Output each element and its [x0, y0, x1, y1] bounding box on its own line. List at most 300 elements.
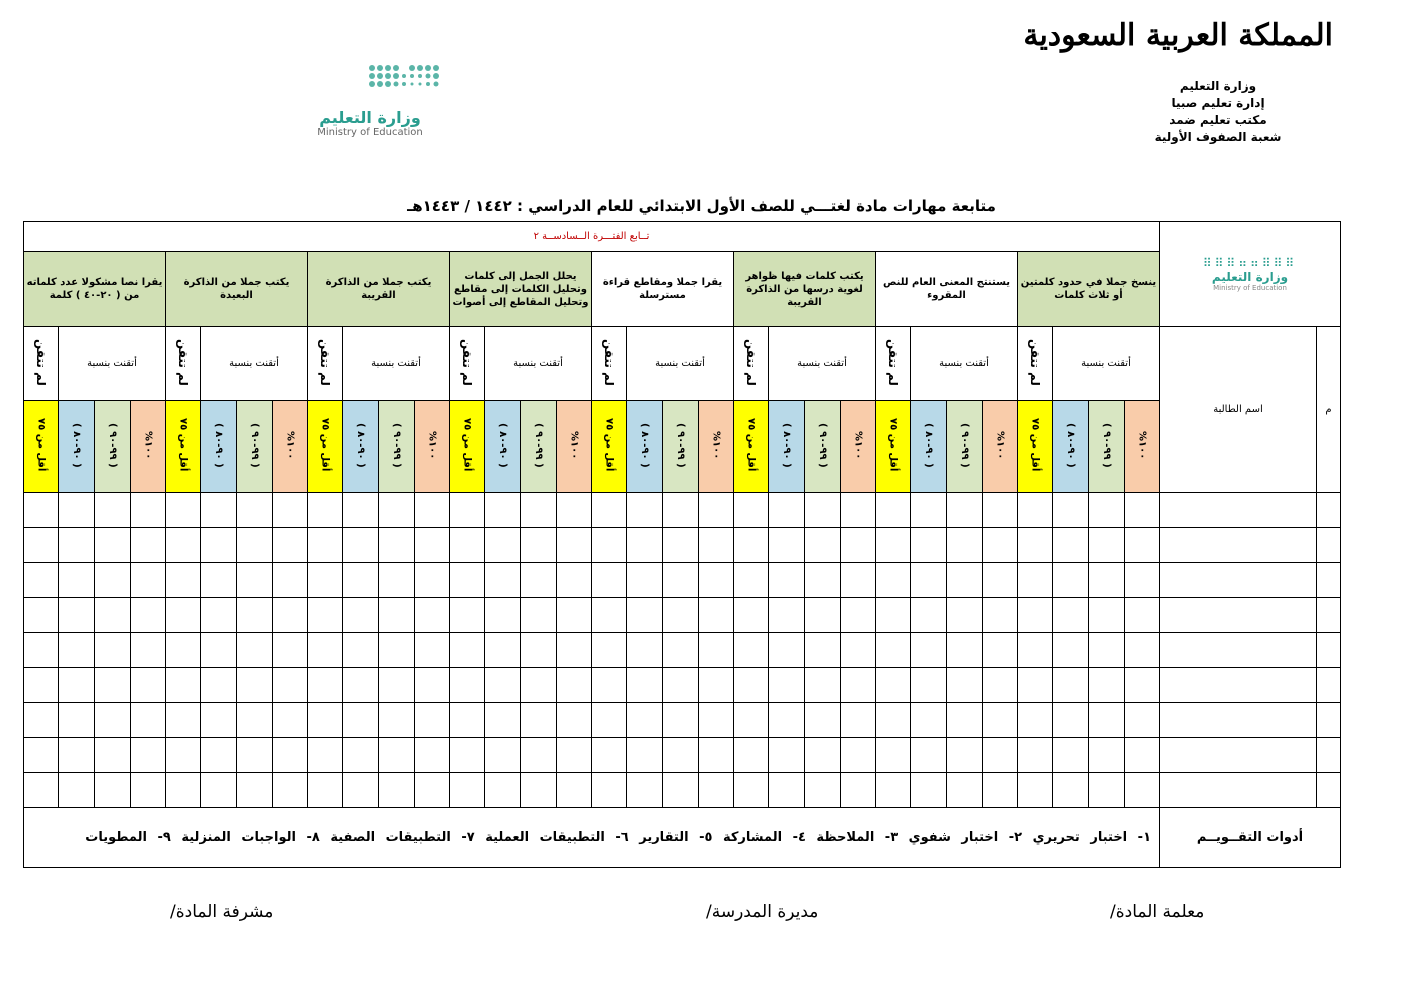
- grade-cell[interactable]: [699, 493, 734, 528]
- grade-cell[interactable]: [769, 493, 805, 528]
- grade-cell[interactable]: [273, 773, 308, 808]
- grade-cell[interactable]: [841, 633, 876, 668]
- grade-cell[interactable]: [1125, 563, 1160, 598]
- grade-cell[interactable]: [415, 563, 450, 598]
- grade-cell[interactable]: [1018, 598, 1053, 633]
- grade-cell[interactable]: [947, 633, 983, 668]
- grade-cell[interactable]: [166, 633, 201, 668]
- grade-cell[interactable]: [1125, 493, 1160, 528]
- grade-cell[interactable]: [699, 703, 734, 738]
- grade-cell[interactable]: [24, 668, 59, 703]
- grade-cell[interactable]: [1089, 773, 1125, 808]
- student-name-cell[interactable]: [1160, 738, 1317, 773]
- grade-cell[interactable]: [1018, 703, 1053, 738]
- grade-cell[interactable]: [131, 668, 166, 703]
- grade-cell[interactable]: [1125, 668, 1160, 703]
- grade-cell[interactable]: [1125, 703, 1160, 738]
- grade-cell[interactable]: [876, 598, 911, 633]
- grade-cell[interactable]: [1053, 738, 1089, 773]
- grade-cell[interactable]: [24, 738, 59, 773]
- grade-cell[interactable]: [627, 528, 663, 563]
- grade-cell[interactable]: [805, 738, 841, 773]
- grade-cell[interactable]: [841, 493, 876, 528]
- grade-cell[interactable]: [983, 528, 1018, 563]
- grade-cell[interactable]: [485, 563, 521, 598]
- grade-cell[interactable]: [273, 563, 308, 598]
- grade-cell[interactable]: [201, 493, 237, 528]
- grade-cell[interactable]: [876, 668, 911, 703]
- grade-cell[interactable]: [627, 633, 663, 668]
- grade-cell[interactable]: [415, 703, 450, 738]
- grade-cell[interactable]: [1053, 703, 1089, 738]
- student-name-cell[interactable]: [1160, 528, 1317, 563]
- grade-cell[interactable]: [947, 668, 983, 703]
- grade-cell[interactable]: [947, 703, 983, 738]
- grade-cell[interactable]: [343, 563, 379, 598]
- grade-cell[interactable]: [592, 738, 627, 773]
- grade-cell[interactable]: [627, 493, 663, 528]
- grade-cell[interactable]: [557, 563, 592, 598]
- grade-cell[interactable]: [663, 703, 699, 738]
- grade-cell[interactable]: [1018, 563, 1053, 598]
- grade-cell[interactable]: [343, 668, 379, 703]
- grade-cell[interactable]: [1089, 493, 1125, 528]
- grade-cell[interactable]: [841, 598, 876, 633]
- grade-cell[interactable]: [59, 703, 95, 738]
- grade-cell[interactable]: [734, 703, 769, 738]
- grade-cell[interactable]: [59, 528, 95, 563]
- grade-cell[interactable]: [201, 703, 237, 738]
- grade-cell[interactable]: [24, 598, 59, 633]
- grade-cell[interactable]: [769, 563, 805, 598]
- grade-cell[interactable]: [59, 668, 95, 703]
- grade-cell[interactable]: [805, 493, 841, 528]
- grade-cell[interactable]: [166, 563, 201, 598]
- grade-cell[interactable]: [308, 703, 343, 738]
- row-number-cell[interactable]: [1317, 493, 1341, 528]
- grade-cell[interactable]: [95, 528, 131, 563]
- grade-cell[interactable]: [699, 563, 734, 598]
- grade-cell[interactable]: [1018, 738, 1053, 773]
- grade-cell[interactable]: [95, 738, 131, 773]
- grade-cell[interactable]: [699, 773, 734, 808]
- grade-cell[interactable]: [59, 773, 95, 808]
- grade-cell[interactable]: [699, 738, 734, 773]
- row-number-cell[interactable]: [1317, 668, 1341, 703]
- grade-cell[interactable]: [1053, 773, 1089, 808]
- grade-cell[interactable]: [911, 598, 947, 633]
- grade-cell[interactable]: [308, 738, 343, 773]
- grade-cell[interactable]: [805, 528, 841, 563]
- grade-cell[interactable]: [343, 493, 379, 528]
- grade-cell[interactable]: [343, 738, 379, 773]
- grade-cell[interactable]: [521, 633, 557, 668]
- grade-cell[interactable]: [415, 668, 450, 703]
- grade-cell[interactable]: [627, 668, 663, 703]
- grade-cell[interactable]: [557, 633, 592, 668]
- student-name-cell[interactable]: [1160, 668, 1317, 703]
- grade-cell[interactable]: [59, 493, 95, 528]
- grade-cell[interactable]: [201, 563, 237, 598]
- row-number-cell[interactable]: [1317, 563, 1341, 598]
- grade-cell[interactable]: [237, 703, 273, 738]
- grade-cell[interactable]: [769, 528, 805, 563]
- student-name-cell[interactable]: [1160, 493, 1317, 528]
- grade-cell[interactable]: [1125, 528, 1160, 563]
- grade-cell[interactable]: [485, 668, 521, 703]
- grade-cell[interactable]: [911, 668, 947, 703]
- grade-cell[interactable]: [415, 773, 450, 808]
- grade-cell[interactable]: [911, 738, 947, 773]
- grade-cell[interactable]: [379, 703, 415, 738]
- grade-cell[interactable]: [415, 738, 450, 773]
- grade-cell[interactable]: [876, 773, 911, 808]
- grade-cell[interactable]: [95, 563, 131, 598]
- grade-cell[interactable]: [166, 773, 201, 808]
- grade-cell[interactable]: [95, 598, 131, 633]
- grade-cell[interactable]: [1089, 703, 1125, 738]
- grade-cell[interactable]: [201, 633, 237, 668]
- grade-cell[interactable]: [59, 563, 95, 598]
- grade-cell[interactable]: [237, 528, 273, 563]
- grade-cell[interactable]: [911, 493, 947, 528]
- grade-cell[interactable]: [592, 703, 627, 738]
- grade-cell[interactable]: [485, 493, 521, 528]
- grade-cell[interactable]: [663, 528, 699, 563]
- grade-cell[interactable]: [95, 668, 131, 703]
- grade-cell[interactable]: [95, 773, 131, 808]
- grade-cell[interactable]: [1125, 598, 1160, 633]
- grade-cell[interactable]: [415, 598, 450, 633]
- grade-cell[interactable]: [415, 493, 450, 528]
- grade-cell[interactable]: [379, 493, 415, 528]
- grade-cell[interactable]: [1053, 633, 1089, 668]
- grade-cell[interactable]: [699, 668, 734, 703]
- grade-cell[interactable]: [24, 633, 59, 668]
- grade-cell[interactable]: [485, 773, 521, 808]
- row-number-cell[interactable]: [1317, 598, 1341, 633]
- grade-cell[interactable]: [557, 493, 592, 528]
- grade-cell[interactable]: [59, 738, 95, 773]
- grade-cell[interactable]: [557, 773, 592, 808]
- grade-cell[interactable]: [131, 703, 166, 738]
- grade-cell[interactable]: [734, 773, 769, 808]
- grade-cell[interactable]: [59, 633, 95, 668]
- grade-cell[interactable]: [237, 598, 273, 633]
- grade-cell[interactable]: [24, 563, 59, 598]
- grade-cell[interactable]: [379, 563, 415, 598]
- grade-cell[interactable]: [201, 773, 237, 808]
- grade-cell[interactable]: [1053, 668, 1089, 703]
- grade-cell[interactable]: [485, 703, 521, 738]
- grade-cell[interactable]: [379, 738, 415, 773]
- grade-cell[interactable]: [627, 703, 663, 738]
- grade-cell[interactable]: [699, 598, 734, 633]
- grade-cell[interactable]: [1089, 598, 1125, 633]
- grade-cell[interactable]: [1018, 528, 1053, 563]
- grade-cell[interactable]: [911, 633, 947, 668]
- grade-cell[interactable]: [769, 633, 805, 668]
- grade-cell[interactable]: [983, 493, 1018, 528]
- grade-cell[interactable]: [343, 598, 379, 633]
- grade-cell[interactable]: [308, 493, 343, 528]
- grade-cell[interactable]: [95, 703, 131, 738]
- grade-cell[interactable]: [521, 598, 557, 633]
- grade-cell[interactable]: [450, 598, 485, 633]
- grade-cell[interactable]: [166, 668, 201, 703]
- grade-cell[interactable]: [592, 773, 627, 808]
- grade-cell[interactable]: [699, 528, 734, 563]
- grade-cell[interactable]: [343, 633, 379, 668]
- grade-cell[interactable]: [592, 493, 627, 528]
- student-name-cell[interactable]: [1160, 563, 1317, 598]
- grade-cell[interactable]: [131, 633, 166, 668]
- grade-cell[interactable]: [734, 598, 769, 633]
- grade-cell[interactable]: [166, 528, 201, 563]
- grade-cell[interactable]: [1053, 598, 1089, 633]
- grade-cell[interactable]: [24, 528, 59, 563]
- grade-cell[interactable]: [1089, 633, 1125, 668]
- grade-cell[interactable]: [485, 738, 521, 773]
- grade-cell[interactable]: [947, 598, 983, 633]
- student-name-cell[interactable]: [1160, 703, 1317, 738]
- grade-cell[interactable]: [521, 493, 557, 528]
- grade-cell[interactable]: [663, 598, 699, 633]
- grade-cell[interactable]: [273, 703, 308, 738]
- grade-cell[interactable]: [273, 668, 308, 703]
- grade-cell[interactable]: [273, 738, 308, 773]
- grade-cell[interactable]: [947, 563, 983, 598]
- grade-cell[interactable]: [415, 633, 450, 668]
- grade-cell[interactable]: [131, 738, 166, 773]
- student-name-cell[interactable]: [1160, 598, 1317, 633]
- grade-cell[interactable]: [983, 633, 1018, 668]
- row-number-cell[interactable]: [1317, 703, 1341, 738]
- grade-cell[interactable]: [343, 703, 379, 738]
- grade-cell[interactable]: [273, 598, 308, 633]
- grade-cell[interactable]: [379, 598, 415, 633]
- grade-cell[interactable]: [450, 563, 485, 598]
- grade-cell[interactable]: [24, 703, 59, 738]
- grade-cell[interactable]: [1125, 773, 1160, 808]
- grade-cell[interactable]: [131, 773, 166, 808]
- grade-cell[interactable]: [237, 633, 273, 668]
- grade-cell[interactable]: [201, 668, 237, 703]
- grade-cell[interactable]: [1018, 773, 1053, 808]
- grade-cell[interactable]: [769, 598, 805, 633]
- grade-cell[interactable]: [769, 738, 805, 773]
- grade-cell[interactable]: [592, 563, 627, 598]
- grade-cell[interactable]: [166, 703, 201, 738]
- grade-cell[interactable]: [450, 773, 485, 808]
- grade-cell[interactable]: [131, 528, 166, 563]
- grade-cell[interactable]: [521, 668, 557, 703]
- grade-cell[interactable]: [485, 633, 521, 668]
- grade-cell[interactable]: [983, 703, 1018, 738]
- grade-cell[interactable]: [841, 528, 876, 563]
- grade-cell[interactable]: [983, 668, 1018, 703]
- grade-cell[interactable]: [343, 773, 379, 808]
- grade-cell[interactable]: [663, 563, 699, 598]
- grade-cell[interactable]: [805, 773, 841, 808]
- grade-cell[interactable]: [1053, 563, 1089, 598]
- grade-cell[interactable]: [95, 493, 131, 528]
- grade-cell[interactable]: [876, 528, 911, 563]
- grade-cell[interactable]: [627, 773, 663, 808]
- grade-cell[interactable]: [557, 703, 592, 738]
- grade-cell[interactable]: [627, 738, 663, 773]
- row-number-cell[interactable]: [1317, 633, 1341, 668]
- grade-cell[interactable]: [876, 563, 911, 598]
- grade-cell[interactable]: [273, 493, 308, 528]
- grade-cell[interactable]: [201, 598, 237, 633]
- grade-cell[interactable]: [237, 493, 273, 528]
- grade-cell[interactable]: [95, 633, 131, 668]
- grade-cell[interactable]: [663, 773, 699, 808]
- grade-cell[interactable]: [450, 633, 485, 668]
- grade-cell[interactable]: [592, 598, 627, 633]
- grade-cell[interactable]: [131, 563, 166, 598]
- grade-cell[interactable]: [166, 598, 201, 633]
- grade-cell[interactable]: [131, 493, 166, 528]
- grade-cell[interactable]: [876, 703, 911, 738]
- grade-cell[interactable]: [663, 633, 699, 668]
- grade-cell[interactable]: [521, 528, 557, 563]
- grade-cell[interactable]: [1053, 528, 1089, 563]
- grade-cell[interactable]: [1018, 633, 1053, 668]
- grade-cell[interactable]: [769, 703, 805, 738]
- grade-cell[interactable]: [947, 528, 983, 563]
- grade-cell[interactable]: [59, 598, 95, 633]
- grade-cell[interactable]: [663, 738, 699, 773]
- grade-cell[interactable]: [592, 528, 627, 563]
- grade-cell[interactable]: [450, 738, 485, 773]
- grade-cell[interactable]: [308, 633, 343, 668]
- grade-cell[interactable]: [485, 598, 521, 633]
- grade-cell[interactable]: [734, 633, 769, 668]
- grade-cell[interactable]: [166, 493, 201, 528]
- grade-cell[interactable]: [521, 703, 557, 738]
- grade-cell[interactable]: [983, 563, 1018, 598]
- grade-cell[interactable]: [876, 493, 911, 528]
- grade-cell[interactable]: [734, 738, 769, 773]
- grade-cell[interactable]: [24, 773, 59, 808]
- student-name-cell[interactable]: [1160, 773, 1317, 808]
- grade-cell[interactable]: [627, 598, 663, 633]
- grade-cell[interactable]: [911, 563, 947, 598]
- grade-cell[interactable]: [131, 598, 166, 633]
- grade-cell[interactable]: [769, 668, 805, 703]
- grade-cell[interactable]: [805, 703, 841, 738]
- grade-cell[interactable]: [1125, 738, 1160, 773]
- row-number-cell[interactable]: [1317, 773, 1341, 808]
- grade-cell[interactable]: [841, 703, 876, 738]
- grade-cell[interactable]: [1018, 493, 1053, 528]
- grade-cell[interactable]: [379, 773, 415, 808]
- grade-cell[interactable]: [947, 493, 983, 528]
- grade-cell[interactable]: [841, 668, 876, 703]
- grade-cell[interactable]: [521, 563, 557, 598]
- grade-cell[interactable]: [699, 633, 734, 668]
- grade-cell[interactable]: [841, 773, 876, 808]
- grade-cell[interactable]: [805, 668, 841, 703]
- grade-cell[interactable]: [450, 703, 485, 738]
- grade-cell[interactable]: [379, 633, 415, 668]
- row-number-cell[interactable]: [1317, 528, 1341, 563]
- grade-cell[interactable]: [734, 563, 769, 598]
- grade-cell[interactable]: [1089, 563, 1125, 598]
- grade-cell[interactable]: [237, 773, 273, 808]
- grade-cell[interactable]: [805, 633, 841, 668]
- row-number-cell[interactable]: [1317, 738, 1341, 773]
- grade-cell[interactable]: [876, 738, 911, 773]
- grade-cell[interactable]: [1053, 493, 1089, 528]
- grade-cell[interactable]: [273, 633, 308, 668]
- grade-cell[interactable]: [201, 738, 237, 773]
- grade-cell[interactable]: [308, 598, 343, 633]
- grade-cell[interactable]: [166, 738, 201, 773]
- grade-cell[interactable]: [1089, 528, 1125, 563]
- grade-cell[interactable]: [1018, 668, 1053, 703]
- grade-cell[interactable]: [983, 738, 1018, 773]
- grade-cell[interactable]: [379, 668, 415, 703]
- grade-cell[interactable]: [592, 633, 627, 668]
- grade-cell[interactable]: [237, 738, 273, 773]
- grade-cell[interactable]: [450, 668, 485, 703]
- grade-cell[interactable]: [308, 773, 343, 808]
- grade-cell[interactable]: [379, 528, 415, 563]
- grade-cell[interactable]: [557, 528, 592, 563]
- grade-cell[interactable]: [1125, 633, 1160, 668]
- student-name-cell[interactable]: [1160, 633, 1317, 668]
- grade-cell[interactable]: [308, 563, 343, 598]
- grade-cell[interactable]: [734, 493, 769, 528]
- grade-cell[interactable]: [343, 528, 379, 563]
- grade-cell[interactable]: [983, 598, 1018, 633]
- grade-cell[interactable]: [1089, 668, 1125, 703]
- grade-cell[interactable]: [557, 598, 592, 633]
- grade-cell[interactable]: [911, 528, 947, 563]
- grade-cell[interactable]: [911, 773, 947, 808]
- grade-cell[interactable]: [805, 598, 841, 633]
- grade-cell[interactable]: [663, 493, 699, 528]
- grade-cell[interactable]: [663, 668, 699, 703]
- grade-cell[interactable]: [273, 528, 308, 563]
- grade-cell[interactable]: [24, 493, 59, 528]
- grade-cell[interactable]: [201, 528, 237, 563]
- grade-cell[interactable]: [521, 773, 557, 808]
- grade-cell[interactable]: [841, 563, 876, 598]
- grade-cell[interactable]: [557, 738, 592, 773]
- grade-cell[interactable]: [237, 563, 273, 598]
- grade-cell[interactable]: [308, 668, 343, 703]
- grade-cell[interactable]: [947, 738, 983, 773]
- grade-cell[interactable]: [734, 528, 769, 563]
- grade-cell[interactable]: [415, 528, 450, 563]
- grade-cell[interactable]: [521, 738, 557, 773]
- grade-cell[interactable]: [947, 773, 983, 808]
- grade-cell[interactable]: [485, 528, 521, 563]
- grade-cell[interactable]: [450, 528, 485, 563]
- grade-cell[interactable]: [1089, 738, 1125, 773]
- grade-cell[interactable]: [841, 738, 876, 773]
- grade-cell[interactable]: [237, 668, 273, 703]
- grade-cell[interactable]: [450, 493, 485, 528]
- grade-cell[interactable]: [627, 563, 663, 598]
- grade-cell[interactable]: [983, 773, 1018, 808]
- grade-cell[interactable]: [769, 773, 805, 808]
- grade-cell[interactable]: [805, 563, 841, 598]
